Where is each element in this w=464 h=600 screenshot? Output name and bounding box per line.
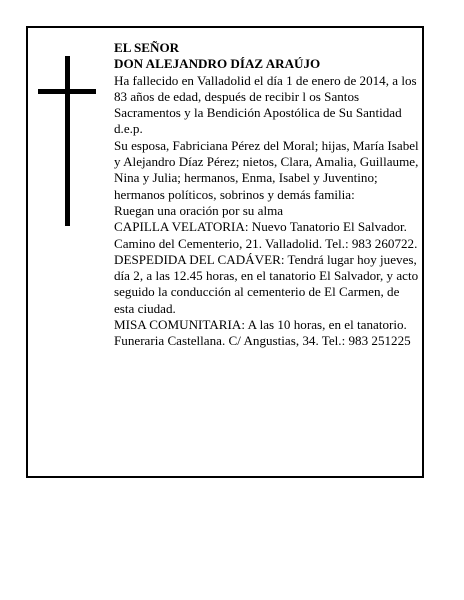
farewell-section (114, 252, 420, 317)
chapel-section (114, 219, 420, 252)
cross-icon (38, 56, 96, 226)
farewell-text: Tendrá lugar hoy jueves, día 2, a las 12.45 horas, en el tanatorio El Salvador, y acto seguido la conducción al cementerio de El Carmen, de esta ciudad. (114, 251, 419, 316)
cross-horizontal-bar (38, 89, 96, 94)
chapel-label: CAPILLA VELATORIA: (114, 219, 249, 235)
notice-title: EL SEÑOR (114, 40, 180, 55)
notice-body (114, 40, 420, 350)
mass-label: MISA COMUNITARIA: (114, 317, 245, 333)
family-list: Su esposa, Fabriciana Pérez del Moral; hijas, María Isabel y Alejandro Díaz Pérez; nietos, Clara, Amalia, Guillaume, Nina y Julia; hermanos, Enma, Isabel y Juventino; hermanos políticos, sobrinos y demás familia: (114, 137, 419, 202)
farewell-label: DESPEDIDA DEL CADÁVER: (114, 251, 285, 267)
chapel-text: Nuevo Tanatorio El Salvador. Camino del Cementerio, 21. Valladolid. Tel.: 983 260722. (114, 219, 418, 251)
mass-section (114, 317, 420, 333)
deceased-name: DON ALEJANDRO DÍAZ ARAÚJO (114, 56, 321, 72)
cross-vertical-bar (65, 56, 70, 226)
death-announcement: Ha fallecido en Valladolid el día 1 de enero de 2014, a los 83 años de edad, después de recibir l os Santos Sacramentos y la Bendición Apostólica de Su Santidad d.e.p. (114, 72, 417, 137)
mass-text: A las 10 horas, en el tanatorio. (247, 317, 407, 333)
prayer-request: Ruegan una oración por su alma (114, 202, 284, 218)
funeral-home: Funeraria Castellana. C/ Angustias, 34. Tel.: 983 251225 (114, 333, 411, 349)
obituary-notice (26, 26, 424, 478)
